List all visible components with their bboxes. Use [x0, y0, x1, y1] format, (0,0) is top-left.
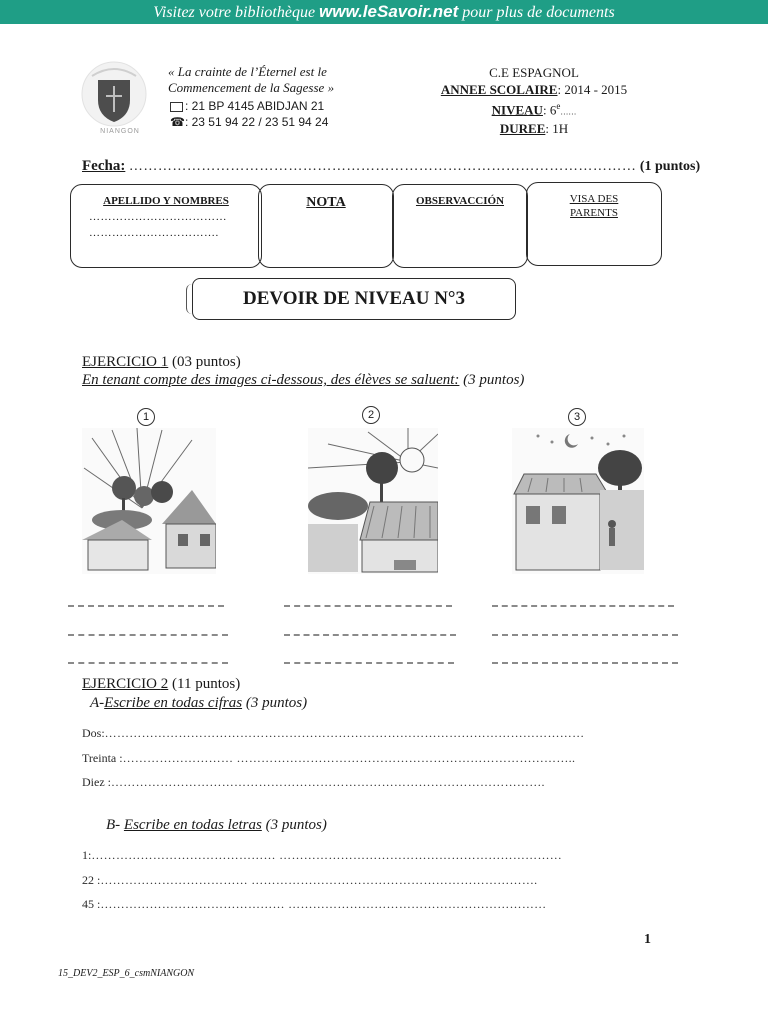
partA-item-input[interactable]: ………………………………………………………………………………………………………: [104, 726, 585, 740]
ejercicio2-points: (11 puntos): [172, 676, 241, 692]
ejercicio1-word: EJERCICIO: [82, 354, 157, 370]
image-1-number: 1: [137, 408, 155, 426]
partB-item-1: [82, 848, 562, 863]
image-2-number: 2: [362, 406, 380, 424]
partA-item-label: Dos:: [82, 726, 105, 740]
fecha-input[interactable]: ……………………………………………………………………………………………: [128, 159, 637, 174]
ejercicio1-heading: [82, 354, 241, 371]
ejercicio1-instruction-points: (3 puntos): [463, 372, 525, 388]
partB-item-label: 1:: [82, 848, 92, 862]
banner-suffix: pour plus de documents: [462, 4, 615, 21]
partB-item-45: [82, 897, 546, 912]
year-value: : 2014 - 2015: [557, 82, 628, 97]
partB-prefix: B-: [106, 817, 121, 833]
partA-title: Escribe en todas cifras: [104, 695, 243, 711]
exam-subject: C.E ESPAGNOL: [489, 65, 579, 80]
partB-instruction: [106, 817, 327, 834]
logo-caption: NIANGON: [100, 128, 140, 135]
address-text: : 21 BP 4145 ABIDJAN 21: [185, 99, 325, 113]
ejercicio2-heading: [82, 676, 240, 693]
answer-line-3-1[interactable]: [492, 605, 674, 607]
level-sup: e: [556, 101, 561, 111]
partA-item-input[interactable]: …………………………………………………………………………………………….: [111, 775, 545, 789]
ejercicio2-word: EJERCICIO: [82, 676, 157, 692]
motto-line-1: « La crainte de l’Éternel est le: [168, 64, 327, 79]
banner-site-link[interactable]: www.leSavoir.net: [319, 2, 459, 21]
ejercicio1-instruction-text: En tenant compte des images ci-dessous, des élèves se saluent:: [82, 372, 460, 388]
partA-prefix: A-: [90, 695, 105, 711]
exam-info: [418, 64, 650, 137]
ejercicio1-points: (03 puntos): [172, 354, 241, 370]
partB-points: (3 puntos): [265, 817, 327, 833]
partB-item-input[interactable]: ……………………………………… ………………………………………………………: [100, 897, 547, 911]
school-phone: [170, 115, 328, 129]
answer-line-2-3[interactable]: [284, 662, 454, 664]
partA-item-input[interactable]: ……………………… ………………………………………………………………………..: [122, 751, 576, 765]
answer-line-1-1[interactable]: [68, 605, 224, 607]
top-banner: [0, 0, 768, 24]
school-logo: [68, 56, 160, 138]
footer-code: 15_DEV2_ESP_6_csmNIANGON: [58, 968, 195, 979]
level-label: NIVEAU: [491, 102, 543, 118]
answer-line-1-3[interactable]: [68, 662, 228, 664]
phone-icon: ☎: [170, 115, 185, 129]
duration-value: : 1H: [545, 121, 569, 137]
school-motto: [168, 64, 408, 96]
motto-line-2: Commencement de la Sagesse »: [168, 80, 335, 95]
exam-year: [418, 81, 650, 98]
visa-box: [526, 182, 662, 266]
partA-instruction: [90, 695, 307, 712]
answer-line-2-2[interactable]: [284, 634, 456, 636]
observacion-box: [392, 184, 528, 268]
visa-line-1: VISA DES: [569, 193, 619, 205]
answer-line-3-2[interactable]: [492, 634, 678, 636]
phone-text: : 23 51 94 22 / 23 51 94 24: [184, 115, 329, 129]
partA-item-treinta: [82, 751, 575, 766]
ejercicio1-number: 1: [160, 354, 169, 370]
partB-item-input[interactable]: ……………………………… …………………………………………………………….: [100, 873, 538, 887]
year-label: ANNEE SCOLAIRE: [440, 82, 558, 97]
ejercicio2-label: [82, 676, 168, 692]
partB-title: Escribe en todas letras: [123, 817, 262, 833]
partB-item-label: 22 :: [82, 873, 101, 887]
fecha-line: [82, 158, 701, 175]
level-dots: ……: [560, 107, 577, 117]
page-number: 1: [644, 932, 651, 947]
page-title: DEVOIR DE NIVEAU N°3: [192, 278, 516, 320]
answer-line-3-3[interactable]: [492, 662, 678, 664]
ejercicio1-instruction: [82, 372, 524, 389]
name-box-title: APELLIDO Y NOMBRES: [103, 195, 229, 207]
name-field-1[interactable]: ………………………………: [89, 211, 227, 223]
midday-sun-house-illustration: [308, 428, 438, 574]
nota-box-title: NOTA: [306, 195, 346, 210]
partA-item-dos: [82, 726, 584, 741]
sunrise-house-illustration: [82, 428, 216, 574]
answer-line-2-1[interactable]: [284, 605, 452, 607]
nota-box: [258, 184, 394, 268]
visa-line-2: PARENTS: [570, 207, 618, 219]
exam-level: [418, 98, 650, 120]
partA-item-label: Treinta :: [82, 751, 123, 765]
partB-item-input[interactable]: ……………………………………… ……………………………………………………………: [91, 848, 563, 862]
answer-line-1-2[interactable]: [68, 634, 228, 636]
ejercicio1-label: [82, 354, 168, 370]
banner-prefix: Visitez votre bibliothèque: [153, 4, 316, 21]
partA-points: (3 puntos): [245, 695, 308, 711]
image-3-number: 3: [568, 408, 586, 426]
level-value: : 6: [542, 102, 557, 118]
ejercicio2-number: 2: [160, 676, 169, 692]
exam-duration: [418, 120, 650, 137]
observacion-box-title: OBSERVACCIÓN: [415, 195, 505, 207]
mailbox-icon: [170, 102, 183, 112]
partA-item-diez: [82, 775, 545, 790]
name-box: [70, 184, 262, 268]
visa-title: [527, 192, 661, 220]
partB-item-22: [82, 873, 537, 888]
partB-item-label: 45 :: [82, 897, 101, 911]
night-moon-house-illustration: [512, 428, 644, 574]
fecha-points: (1 puntos): [639, 159, 701, 174]
name-field-2[interactable]: …………………………….: [89, 227, 219, 239]
partA-item-label: Diez :: [82, 775, 111, 789]
fecha-label: Fecha:: [82, 158, 126, 174]
school-address: [170, 99, 324, 113]
duration-label: DUREE: [499, 121, 546, 137]
